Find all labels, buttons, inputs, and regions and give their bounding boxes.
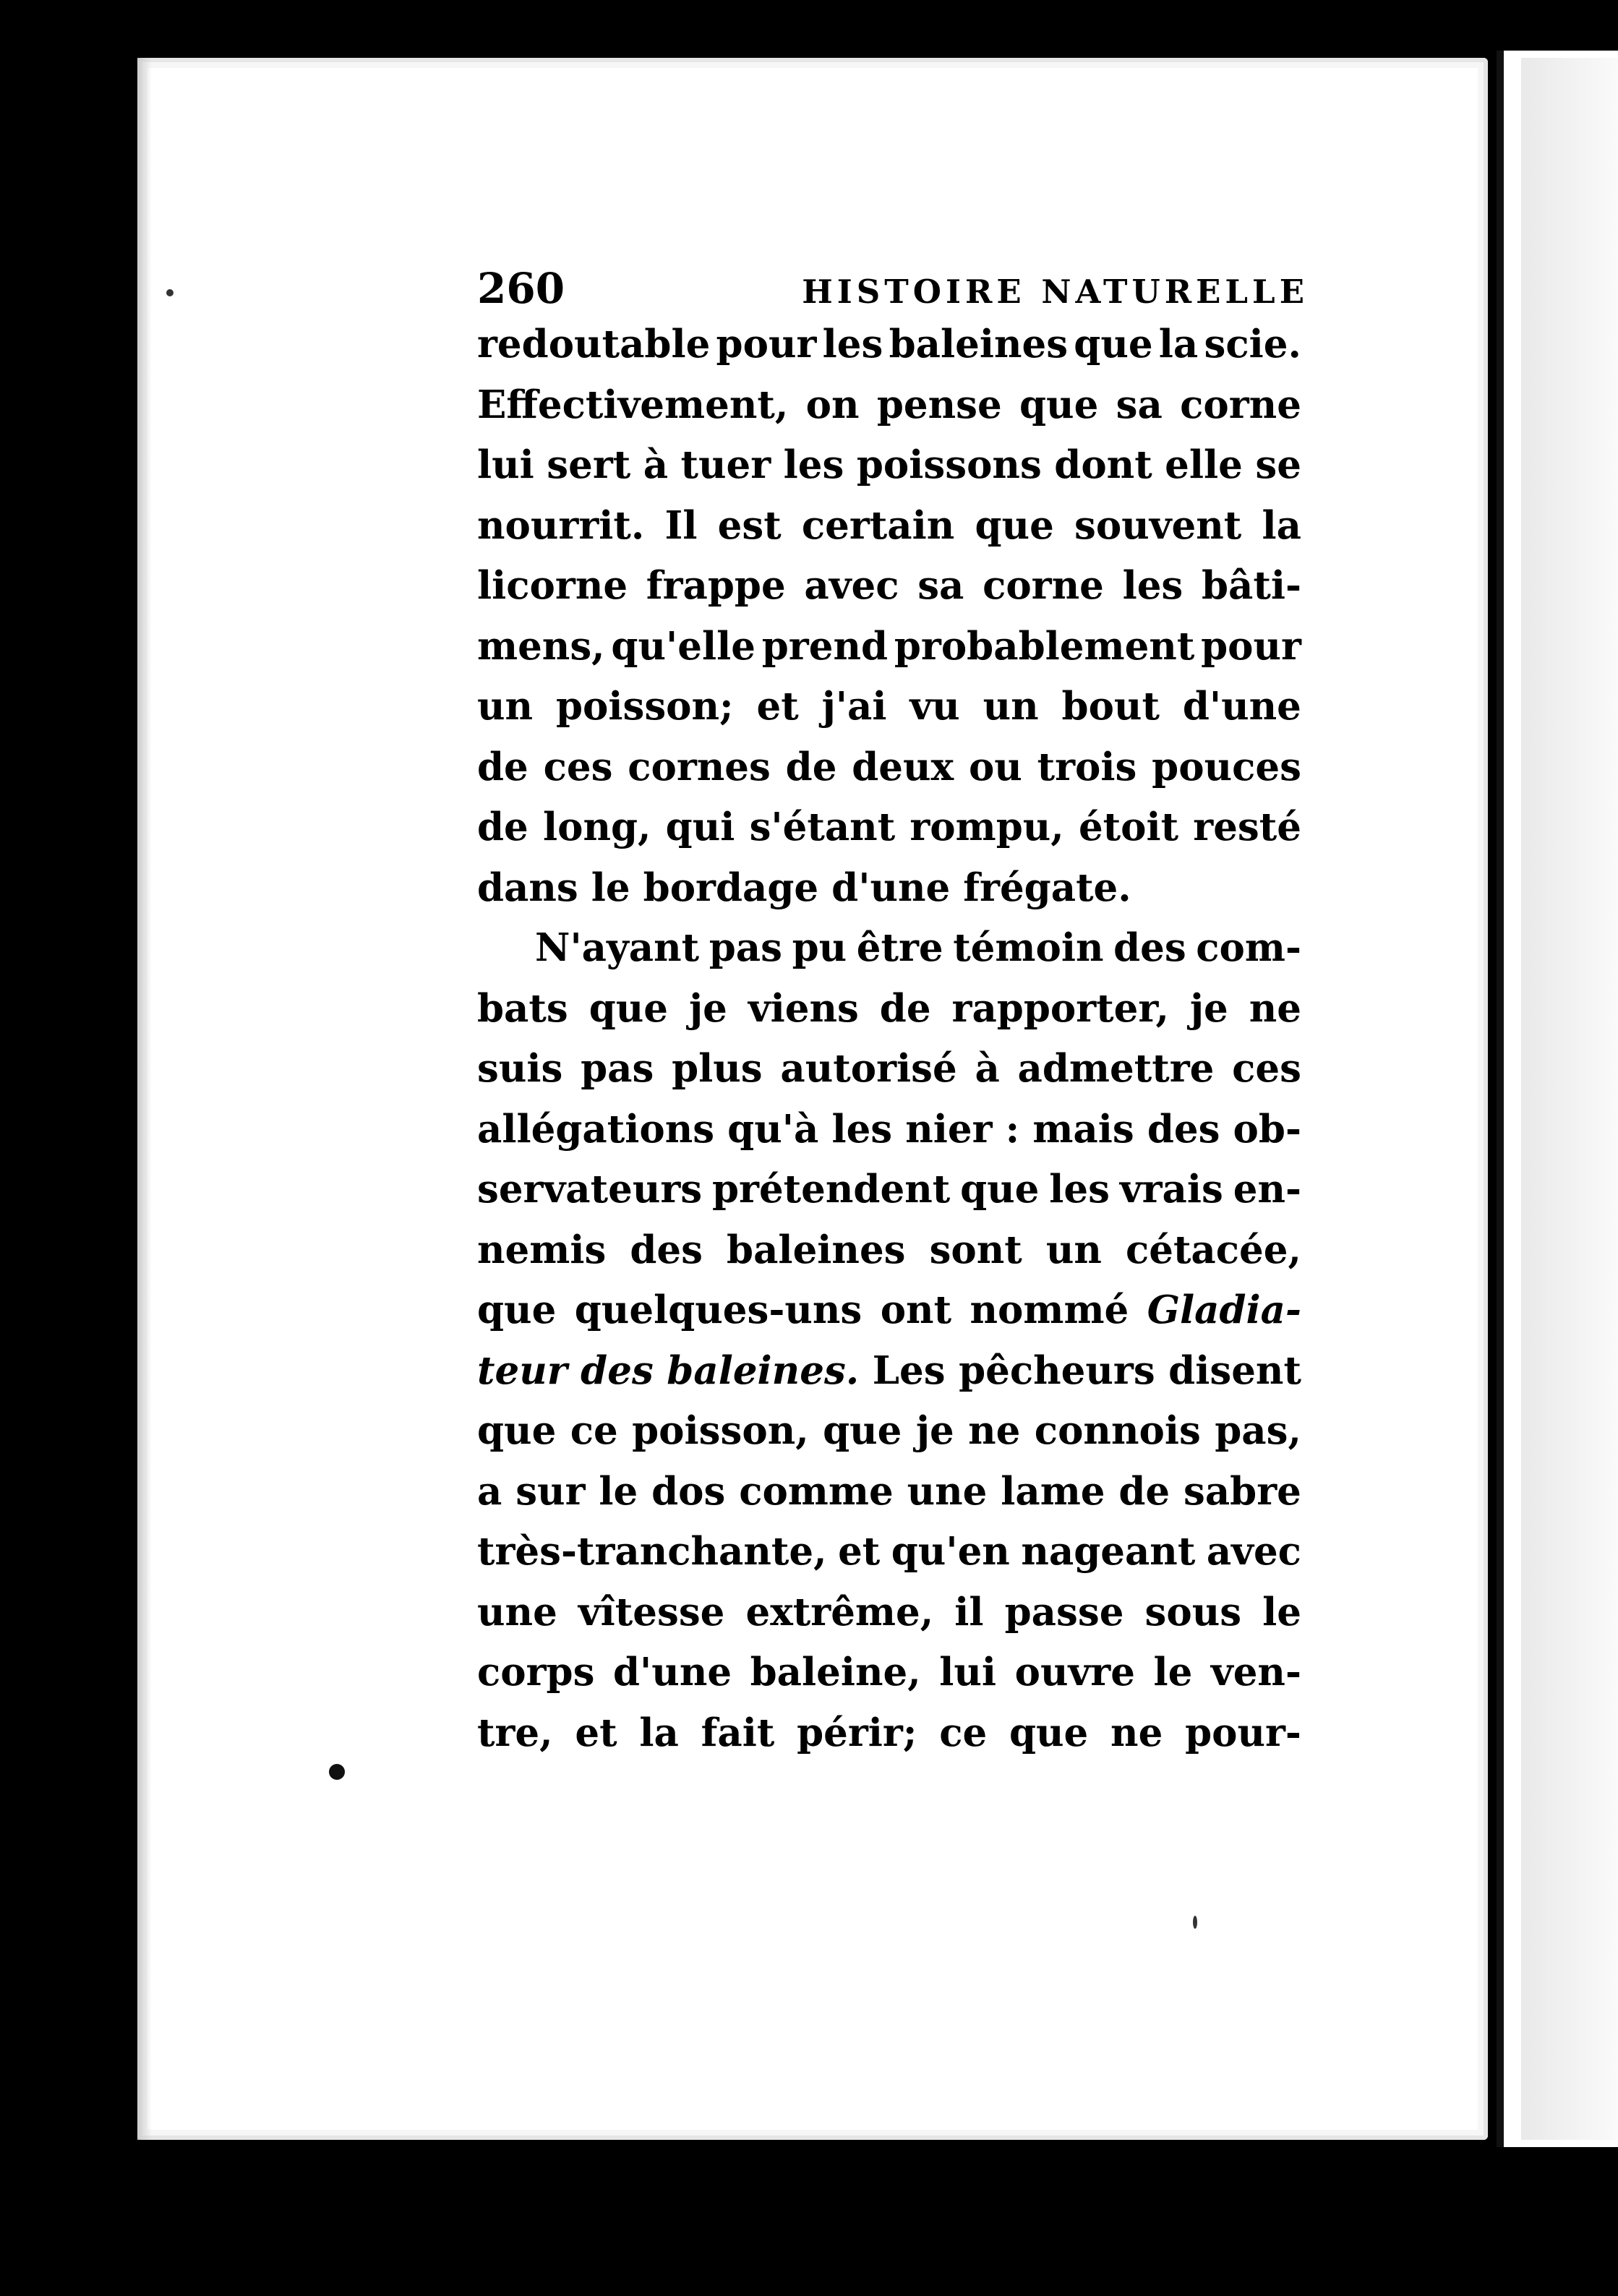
word: bout [1061, 684, 1160, 729]
word: a [477, 1468, 502, 1514]
word: sur [515, 1468, 586, 1514]
word: de [879, 985, 931, 1031]
word: est [717, 502, 782, 548]
text-line [477, 496, 1301, 557]
word: passe [1004, 1589, 1124, 1635]
word: admettre [1017, 1046, 1215, 1091]
text-line [477, 797, 1301, 858]
word: je [1189, 985, 1228, 1031]
word: la [639, 1710, 679, 1755]
text-line [477, 617, 1301, 677]
page-number: 260 [477, 264, 565, 313]
word: comme [739, 1468, 894, 1514]
word: allégations [477, 1106, 715, 1152]
word: nommé [969, 1288, 1129, 1332]
word: nier [905, 1106, 993, 1152]
text-line [477, 1462, 1301, 1522]
word: avec [804, 563, 899, 608]
word: des [1113, 925, 1186, 970]
word: suis [477, 1046, 563, 1091]
word: la [1158, 322, 1199, 367]
word: d'une [831, 865, 951, 910]
word: pour [716, 322, 817, 367]
word: j'ai [821, 684, 887, 729]
word: que [975, 502, 1054, 548]
word: trois [1037, 744, 1137, 789]
word: nemis [477, 1227, 607, 1272]
word: pas, [1215, 1408, 1301, 1453]
ink-blot [329, 1764, 345, 1780]
word: il [954, 1589, 984, 1635]
word: vîtesse [578, 1589, 725, 1635]
word: ven- [1210, 1650, 1301, 1695]
word: sa [1116, 382, 1163, 427]
running-title: HISTOIRE NATURELLE [802, 273, 1309, 311]
word: les [783, 442, 844, 487]
word: vrais [1119, 1167, 1223, 1212]
text-line [477, 918, 1301, 979]
word: en- [1233, 1167, 1301, 1212]
word: sert [547, 442, 631, 487]
word: poissons [856, 442, 1042, 487]
word: cornes [628, 744, 771, 789]
word: redoutable [477, 322, 711, 367]
word: teur [477, 1348, 568, 1393]
word: on [805, 382, 860, 427]
adjacent-page-surface [1521, 58, 1618, 2140]
paper-speck [1193, 1916, 1197, 1929]
word: très-tranchante, [477, 1529, 827, 1574]
page-shadow-edge [137, 58, 152, 2140]
text-line [477, 556, 1301, 617]
text-line [477, 1582, 1301, 1643]
word: qui [665, 805, 735, 849]
word: prend [761, 623, 889, 669]
word: corps [477, 1650, 595, 1695]
word: vu [909, 684, 960, 729]
word: resté [1193, 805, 1301, 849]
word: le [599, 1468, 638, 1514]
word: ne [1110, 1710, 1163, 1755]
word: les [1049, 1167, 1110, 1212]
word: ouvre [1014, 1650, 1135, 1695]
text-line [477, 375, 1301, 436]
text-line [477, 1642, 1301, 1703]
word: corne [983, 563, 1104, 608]
text-line [477, 1703, 1301, 1764]
word: et [756, 684, 799, 729]
text-line [477, 435, 1301, 496]
word: et [575, 1710, 617, 1755]
word: de [785, 744, 837, 789]
word: prétendent [711, 1167, 951, 1212]
text-line [477, 314, 1301, 375]
word: ne [968, 1408, 1021, 1453]
word: frappe [646, 563, 786, 608]
word: et [838, 1529, 881, 1574]
word: elle [1165, 442, 1243, 487]
word: Effectivement, [477, 382, 789, 427]
word: que [477, 1288, 557, 1332]
text-line [477, 737, 1301, 798]
word: bordage [643, 865, 819, 910]
word: baleines. [667, 1348, 860, 1393]
word: rapporter, [951, 985, 1169, 1031]
word: nourrit. [477, 502, 645, 548]
word: d'une [613, 1650, 732, 1695]
word: un [983, 684, 1039, 729]
text-line [477, 1100, 1301, 1160]
word: lame [1001, 1468, 1105, 1514]
word: quelques-uns [574, 1288, 862, 1332]
word: baleines [889, 322, 1069, 367]
word: que [1074, 322, 1153, 367]
word: des [581, 1348, 654, 1393]
word: scie. [1204, 322, 1301, 367]
word: le [591, 865, 630, 910]
word: servateurs [477, 1167, 703, 1212]
word: avec [1206, 1529, 1301, 1574]
word: com- [1196, 925, 1301, 970]
word: mais [1032, 1106, 1134, 1152]
word: connois [1034, 1408, 1201, 1453]
word: de [1118, 1468, 1170, 1514]
word: certain [801, 502, 955, 548]
word: deux [852, 744, 954, 789]
word: fait [701, 1710, 775, 1755]
word: le [1262, 1589, 1301, 1635]
word: baleine, [750, 1650, 921, 1695]
word: dos [651, 1468, 726, 1514]
word: que [1009, 1710, 1089, 1755]
running-head [477, 264, 1309, 314]
word: ou [968, 744, 1022, 789]
text-line [477, 1522, 1301, 1582]
word: pense [876, 382, 1002, 427]
word: je [688, 985, 727, 1031]
word: licorne [477, 563, 628, 608]
adjacent-page-edge [1497, 51, 1618, 2147]
word: d'une [1182, 684, 1301, 729]
word: nageant [1021, 1529, 1196, 1574]
word: pas [581, 1046, 654, 1091]
word: tre, [477, 1710, 553, 1755]
word: poisson, [632, 1408, 809, 1453]
word: que [1019, 382, 1099, 427]
word: ce [570, 1408, 618, 1453]
word: de [477, 744, 528, 789]
text-line [477, 677, 1301, 737]
text-line-with-italic [477, 1341, 1301, 1402]
page-text [477, 264, 1309, 1763]
word: des [630, 1227, 703, 1272]
word: viens [748, 985, 859, 1031]
text-line [477, 1401, 1301, 1462]
word: un [1045, 1227, 1102, 1272]
word: disent [1168, 1348, 1301, 1393]
word: souvent [1074, 502, 1242, 548]
word: s'étant [749, 805, 896, 849]
word: sabre [1183, 1468, 1301, 1514]
word: tuer [680, 442, 771, 487]
word: ce [939, 1710, 988, 1755]
word: autorisé [780, 1046, 957, 1091]
word: lui [477, 442, 534, 487]
text-line [477, 1220, 1301, 1281]
text-line [477, 979, 1301, 1040]
word: les [831, 1106, 893, 1152]
word: plus [672, 1046, 763, 1091]
word: bats [477, 985, 568, 1031]
word: se [1255, 442, 1301, 487]
word: ces [1232, 1046, 1301, 1091]
word: pu [792, 925, 847, 970]
word: pour- [1185, 1710, 1301, 1755]
text-line [477, 1039, 1301, 1100]
word: être [856, 925, 943, 970]
word: que [477, 1408, 557, 1453]
word: N'ayant [535, 925, 700, 970]
word: périr; [797, 1710, 917, 1755]
word: la [1262, 502, 1301, 548]
word: Gladia- [1147, 1288, 1301, 1332]
word: cétacée, [1125, 1227, 1301, 1272]
word: pas [709, 925, 782, 970]
word: sa [917, 563, 964, 608]
word: ne [1249, 985, 1301, 1031]
word: de [477, 805, 528, 849]
word: que [823, 1408, 902, 1453]
word: dans [477, 865, 578, 910]
word: mens, [477, 623, 605, 669]
word: pêcheurs [959, 1348, 1155, 1393]
word: que [960, 1167, 1040, 1212]
word: ont [880, 1288, 952, 1332]
word: sont [929, 1227, 1022, 1272]
word: dont [1054, 442, 1152, 487]
word: poisson; [555, 684, 734, 729]
word: bâti- [1201, 563, 1301, 608]
text-line [477, 1160, 1301, 1220]
word: des [1147, 1106, 1220, 1152]
word: étoit [1078, 805, 1179, 849]
word: extrême, [745, 1589, 934, 1635]
text-line-with-italic [477, 1280, 1301, 1341]
word: je [915, 1408, 954, 1453]
word: lui [939, 1650, 997, 1695]
word: sous [1144, 1589, 1242, 1635]
word: témoin [953, 925, 1104, 970]
word: le [1153, 1650, 1193, 1695]
word: corne [1180, 382, 1301, 427]
word: une [477, 1589, 557, 1635]
word: : [1005, 1106, 1020, 1152]
word: qu'en [891, 1529, 1010, 1574]
word: qu'à [727, 1106, 819, 1152]
word: ces [543, 744, 613, 789]
word: une [907, 1468, 988, 1514]
word: long, [542, 805, 651, 849]
word: un [477, 684, 534, 729]
word: baleines [727, 1227, 906, 1272]
word: que [588, 985, 668, 1031]
word: les [1122, 563, 1183, 608]
word: rompu, [909, 805, 1064, 849]
word: pouces [1152, 744, 1301, 789]
paper-speck [166, 289, 174, 296]
word: Il [664, 502, 698, 548]
word: probablement [894, 623, 1195, 669]
word: pour [1201, 623, 1301, 669]
word: Les [872, 1348, 946, 1393]
text-line [477, 858, 1301, 919]
word: les [822, 322, 883, 367]
word: ob- [1233, 1106, 1301, 1152]
word: qu'elle [611, 623, 756, 669]
word: frégate. [963, 865, 1131, 910]
word: à [975, 1046, 1000, 1091]
word: à [643, 442, 669, 487]
